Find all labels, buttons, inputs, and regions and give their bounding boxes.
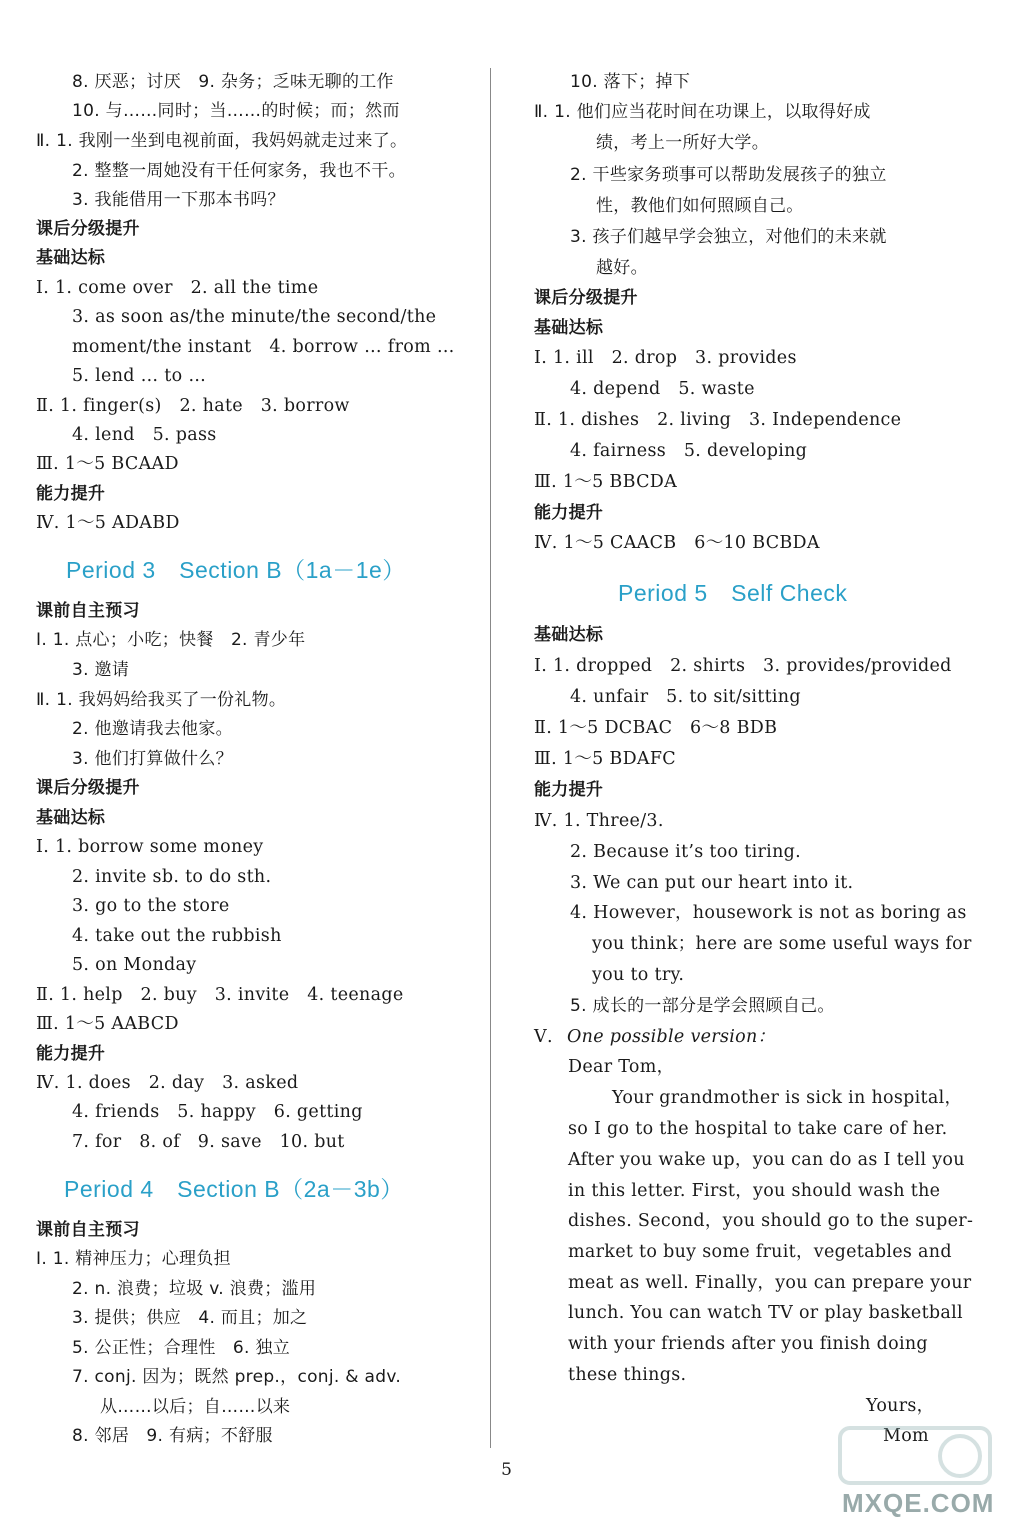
answer-line: 7. for 8. of 9. save 10. but: [72, 1132, 345, 1152]
section-heading: 基础达标: [36, 808, 106, 828]
answer-line: One possible version：: [567, 1027, 776, 1047]
section-heading: 课后分级提升: [36, 219, 140, 239]
answer-line: Ⅴ.: [534, 1027, 553, 1047]
answer-line: 越好。: [596, 258, 648, 278]
answer-line: Ⅳ. 1. Three/3.: [534, 811, 664, 831]
answer-line: in this letter. First，you should wash the: [568, 1181, 941, 1201]
answer-line: 3. 孩子们越早学会独立，对他们的未来就: [570, 227, 887, 247]
section-heading: 能力提升: [534, 780, 604, 800]
answer-line: 2. invite sb. to do sth.: [72, 867, 272, 887]
answer-line: Ⅲ. 1～5 AABCD: [36, 1014, 179, 1034]
answer-line: moment/the instant 4. borrow … from …: [72, 337, 455, 357]
section-heading: 课后分级提升: [534, 288, 638, 308]
answer-line: Ⅲ. 1～5 BDAFC: [534, 749, 676, 769]
answer-line: 2. 整整一周她没有干任何家务，我也不干。: [72, 161, 406, 181]
answer-line: Ⅳ. 1～5 CAACB 6～10 BCBDA: [534, 533, 820, 553]
answer-line: Ⅱ. 1. 我妈妈给我买了一份礼物。: [36, 690, 287, 710]
answer-line: 3. go to the store: [72, 896, 230, 916]
period-title: Period 4 Section B（2a－3b）: [64, 1176, 404, 1202]
answer-line: 8. 厌恶；讨厌 9. 杂务；乏味无聊的工作: [72, 72, 394, 92]
section-heading: 课前自主预习: [36, 1220, 140, 1240]
answer-line: 4. lend 5. pass: [72, 425, 217, 445]
answer-line: 5. 成长的一部分是学会照顾自己。: [570, 996, 835, 1016]
answer-line: 3. 我能借用一下那本书吗？: [72, 190, 285, 210]
answer-line: 5. on Monday: [72, 955, 197, 975]
answer-line: 10. 落下；掉下: [570, 72, 691, 92]
answer-line: Ⅲ. 1～5 BBCDA: [534, 472, 678, 492]
column-divider: [490, 68, 491, 1448]
period-title: Period 3 Section B（1a－1e）: [66, 557, 406, 583]
answer-line: 4. However，housework is not as boring as: [570, 903, 967, 923]
answer-line: these things.: [568, 1365, 687, 1385]
answer-line: 3. 他们打算做什么？: [72, 749, 233, 769]
answer-line: Ⅰ. 1. 精神压力；心理负担: [36, 1249, 231, 1269]
answer-line: 4. fairness 5. developing: [570, 441, 808, 461]
answer-line: 3. 邀请: [72, 660, 130, 680]
answer-line: 8. 邻居 9. 有病；不舒服: [72, 1426, 273, 1446]
answer-line: Ⅱ. 1～5 DCBAC 6～8 BDB: [534, 718, 778, 738]
section-heading: 课后分级提升: [36, 778, 140, 798]
answer-line: 7. conj. 因为；既然 prep.，conj. & adv.: [72, 1367, 402, 1387]
answer-line: dishes. Second，you should go to the super-: [568, 1211, 974, 1231]
answer-line: Ⅰ. 1. dropped 2. shirts 3. provides/provided: [534, 656, 952, 676]
answer-line: Ⅱ. 1. dishes 2. living 3. Independence: [534, 410, 902, 430]
section-heading: 能力提升: [534, 503, 604, 523]
answer-line: 4. friends 5. happy 6. getting: [72, 1102, 363, 1122]
answer-line: 从……以后；自……以来: [100, 1397, 291, 1417]
answer-line: Ⅰ. 1. borrow some money: [36, 837, 264, 857]
watermark-text: MXQE.COM: [842, 1488, 995, 1518]
answer-line: market to buy some fruit，vegetables and: [568, 1242, 952, 1262]
answer-line: Ⅰ. 1. ill 2. drop 3. provides: [534, 348, 797, 368]
answer-line: 2. Because it’s too tiring.: [570, 842, 802, 862]
answer-line: 3. as soon as/the minute/the second/the: [72, 307, 437, 327]
answer-line: you think；here are some useful ways for: [592, 934, 972, 954]
answer-line: 4. depend 5. waste: [570, 379, 755, 399]
answer-line: 性，教他们如何照顾自己。: [596, 196, 804, 216]
answer-line: 4. unfair 5. to sit/sitting: [570, 687, 801, 707]
answer-line: Ⅱ. 1. 他们应当花时间在功课上，以取得好成: [534, 102, 871, 122]
section-heading: 能力提升: [36, 1044, 106, 1064]
answer-line: 5. 公正性；合理性 6. 独立: [72, 1338, 291, 1358]
answer-line: Dear Tom，: [568, 1057, 675, 1077]
answer-line: Ⅱ. 1. help 2. buy 3. invite 4. teenage: [36, 985, 404, 1005]
answer-line: 2. 干些家务琐事可以帮助发展孩子的独立: [570, 165, 887, 185]
answer-line: Ⅰ. 1. come over 2. all the time: [36, 278, 319, 298]
answer-line: Ⅰ. 1. 点心；小吃；快餐 2. 青少年: [36, 630, 306, 650]
answer-line: 10. 与……同时；当……的时候；而；然而: [72, 101, 400, 121]
answer-line: 5. lend … to …: [72, 366, 207, 386]
page-number: 5: [501, 1460, 512, 1480]
section-heading: 基础达标: [36, 248, 106, 268]
answer-line: you to try.: [592, 965, 685, 985]
answer-line: 2. 他邀请我去他家。: [72, 719, 233, 739]
answer-line: Yours，: [866, 1396, 935, 1416]
answer-line: meat as well. Finally，you can prepare your: [568, 1273, 972, 1293]
answer-line: lunch. You can watch TV or play basketball: [568, 1303, 963, 1323]
answer-line: Ⅱ. 1. finger(s) 2. hate 3. borrow: [36, 396, 350, 416]
answer-line: 2. n. 浪费；垃圾 v. 浪费；滥用: [72, 1279, 317, 1299]
section-heading: 基础达标: [534, 318, 604, 338]
answer-line: so I go to the hospital to take care of her.: [568, 1119, 948, 1139]
section-heading: 能力提升: [36, 484, 106, 504]
answer-line: Ⅲ. 1～5 BCAAD: [36, 454, 179, 474]
answer-line: Ⅱ. 1. 我刚一坐到电视前面，我妈妈就走过来了。: [36, 131, 408, 151]
answer-line: with your friends after you finish doing: [568, 1334, 928, 1354]
period-title: Period 5 Self Check: [618, 580, 848, 606]
section-heading: 基础达标: [534, 625, 604, 645]
answer-line: After you wake up，you can do as I tell you: [568, 1150, 965, 1170]
answer-line: 绩，考上一所好大学。: [596, 133, 769, 153]
answer-line: Your grandmother is sick in hospital，: [612, 1088, 963, 1108]
section-heading: 课前自主预习: [36, 601, 140, 621]
answer-line: Ⅳ. 1～5 ADABD: [36, 513, 180, 533]
answer-line: 3. 提供；供应 4. 而且；加之: [72, 1308, 308, 1328]
answer-line: Ⅳ. 1. does 2. day 3. asked: [36, 1073, 299, 1093]
answer-line: 3. We can put our heart into it.: [570, 873, 854, 893]
answer-line: Mom: [883, 1426, 929, 1446]
answer-line: 4. take out the rubbish: [72, 926, 282, 946]
